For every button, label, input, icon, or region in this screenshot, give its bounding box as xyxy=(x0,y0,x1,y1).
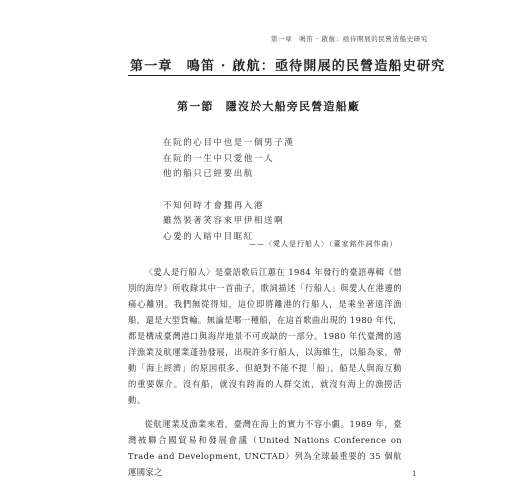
lyric-line: 雖然裝著笑容來甲伊相送啊 xyxy=(163,216,285,226)
page-number: 1 xyxy=(412,470,417,478)
paragraph: 從航運業及漁業來看，臺灣在海上的實力不容小覷。1989 年，臺灣被聯合國貿易和發展會議（United Nations Conference on Trade and Development, UNCTAD）列為全球最重要的 35 個航運國家之 xyxy=(128,419,402,477)
section-title: 第一節 隱沒於大船旁民營造船廠 xyxy=(177,100,360,113)
lyric-stanza-1 xyxy=(163,136,294,183)
lyric-attribution: ——〈愛人是行船人〉（董家銘作詞作曲） xyxy=(249,240,398,248)
body-text xyxy=(128,264,402,488)
lyric-line: 在阮的一生中只愛他一人 xyxy=(163,153,275,164)
lyric-line: 心愛的人暗中目眶紅 xyxy=(163,231,254,242)
lyric-line: 不知何時才會擱再入港 xyxy=(163,200,265,211)
lyric-line: 在阮的心目中也是一個男子漢 xyxy=(163,138,295,148)
running-head: 第一章 鳴笛 · 啟航：亟待開展的民營造船史研究 xyxy=(270,35,428,43)
paragraph: 〈愛人是行船人〉是臺語歌后江蕙在 1984 年發行的臺語專輯《惜別的海岸》所收錄其中一首曲子，歌詞描述「行船人」與愛人在港邊的痛心離別。我們無從得知，這位即將離港的行船人，是乘坐著遠洋漁船，還是大型貨輪。無論是哪一種船，在這首歌曲出現的 1980 年代，都是構成臺灣港口與海岸地景不可或缺的一部分。1980 年代臺灣的遠洋漁業及航運業蓬勃發展，出現許多行船人，以海維生，以船為家，帶動「海上經濟」的原因很多，但絕對不能不提「船」。船是人與海互動的重要媒介。沒有船，就沒有跨海的人群交流，就沒有海上的漁撈活動。 xyxy=(128,267,402,405)
chapter-rule xyxy=(128,75,400,76)
chapter-title: 第一章 鳴笛 · 啟航：亟待開展的民營造船史研究 xyxy=(130,59,446,74)
lyric-line: 他的船只已經要出航 xyxy=(163,169,254,179)
